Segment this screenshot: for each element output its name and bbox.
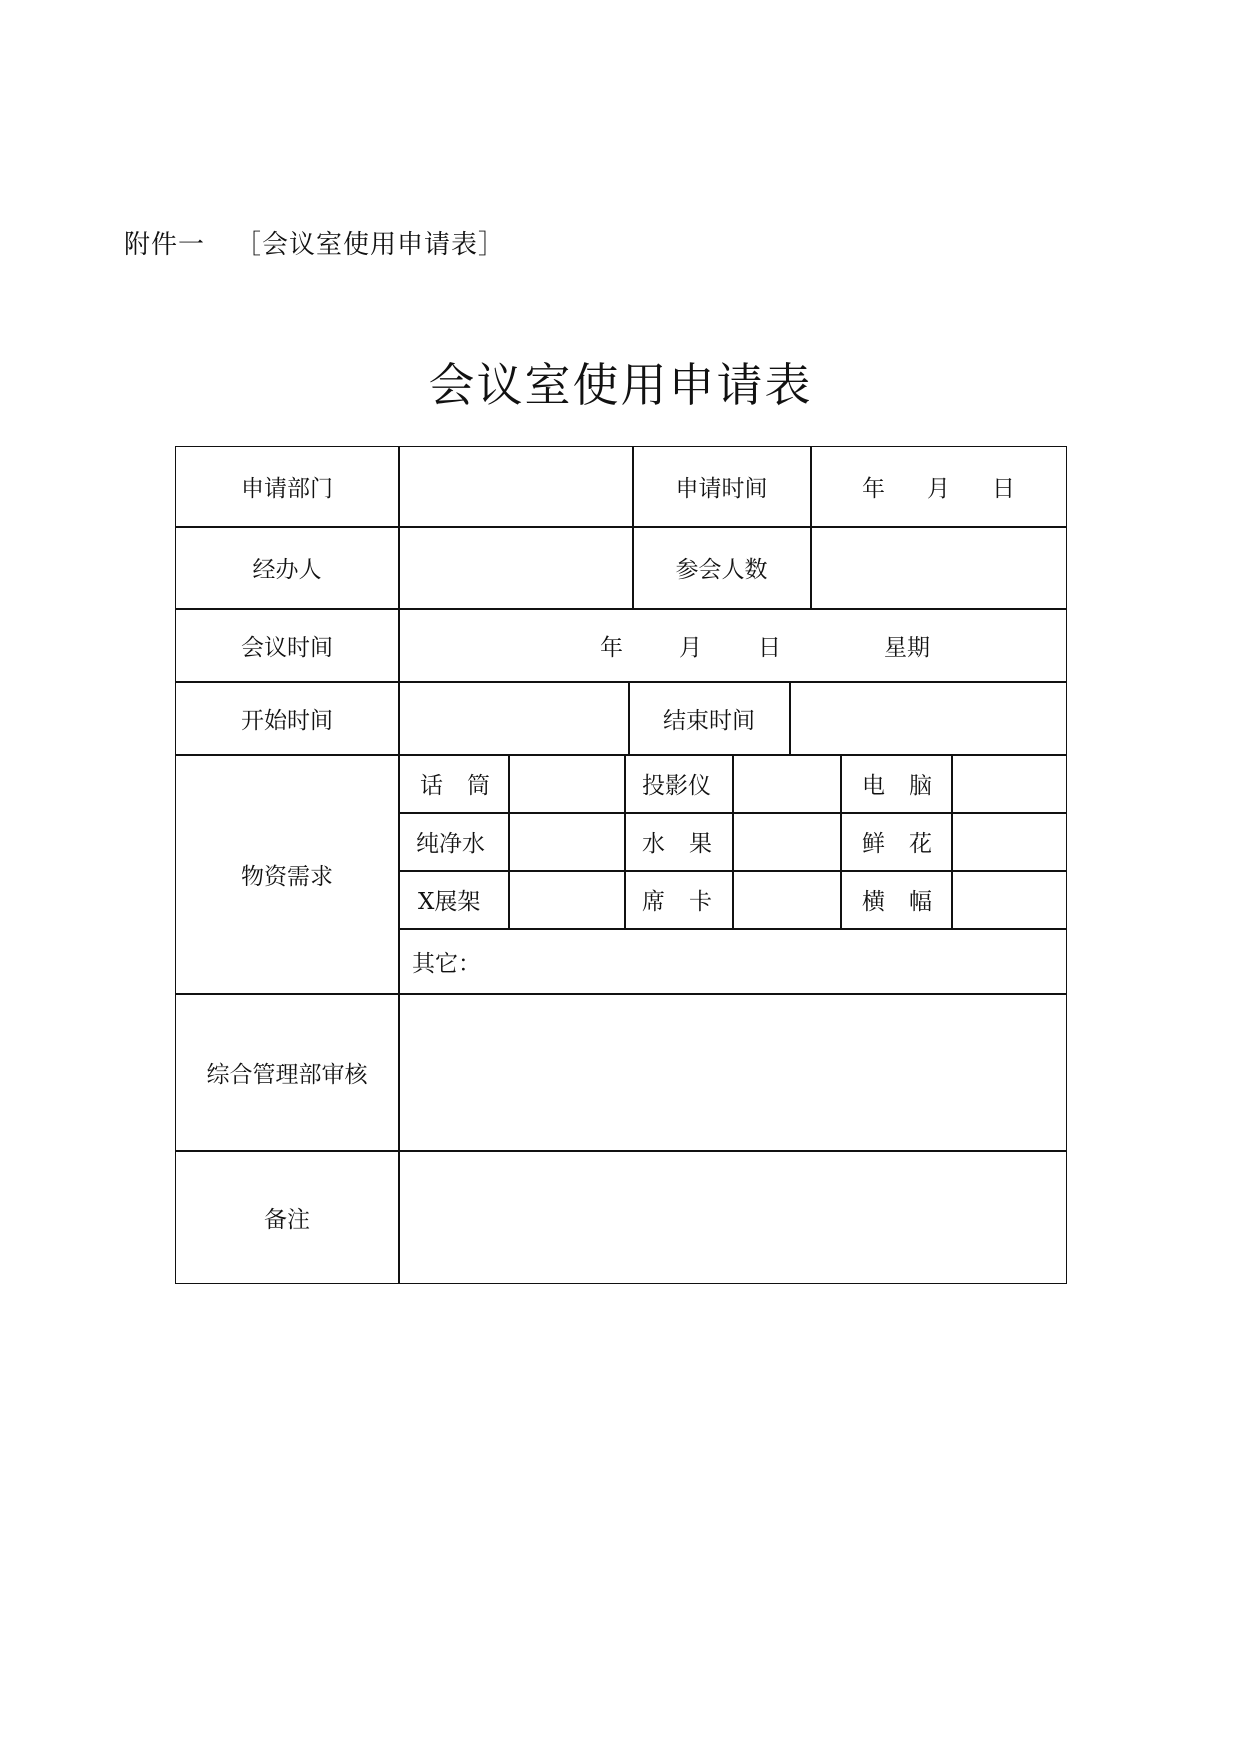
label-admin-review: 综合管理部审核 (206, 1061, 368, 1088)
label-attendee-count: 参会人数 (675, 557, 768, 583)
item-purified-water: 纯净水 (416, 831, 485, 857)
year-label: 年 (862, 476, 885, 502)
admin-review-field[interactable] (399, 994, 1066, 1150)
item-banner: 横 幅 (862, 889, 932, 915)
day-label: 日 (758, 634, 781, 661)
item-projector: 投影仪 (642, 773, 711, 799)
attachment-prefix: 附件一 (124, 230, 206, 260)
computer-field[interactable] (952, 755, 1066, 812)
purified-water-field[interactable] (509, 813, 624, 870)
application-date-field[interactable] (811, 447, 1066, 526)
item-flowers: 鲜 花 (862, 831, 932, 857)
other-supplies-field[interactable] (412, 929, 1066, 993)
fruit-field[interactable] (733, 813, 840, 870)
label-end-time: 结束时间 (663, 707, 755, 734)
label-other: 其它： (412, 950, 481, 977)
attachment-heading (124, 224, 505, 261)
year-label: 年 (600, 634, 623, 661)
end-time-field[interactable] (790, 682, 1066, 754)
applying-department-field[interactable] (399, 447, 632, 526)
start-time-field[interactable] (399, 682, 628, 754)
label-application-time: 申请时间 (675, 476, 768, 502)
item-name-card: 席 卡 (642, 889, 712, 915)
handler-field[interactable] (399, 527, 632, 608)
attachment-name: ［会议室使用申请表］ (235, 230, 506, 260)
microphone-field[interactable] (509, 755, 624, 812)
item-computer: 电 脑 (862, 773, 932, 799)
page-title: 会议室使用申请表 (428, 358, 813, 412)
label-meeting-time: 会议时间 (241, 634, 333, 661)
label-applying-department: 申请部门 (241, 476, 333, 502)
projector-field[interactable] (733, 755, 840, 812)
item-microphone: 话 筒 (420, 773, 490, 799)
day-label: 日 (992, 476, 1015, 502)
flowers-field[interactable] (952, 813, 1066, 870)
banner-field[interactable] (952, 871, 1066, 928)
meeting-date-field[interactable] (399, 609, 1066, 681)
remarks-field[interactable] (399, 1151, 1066, 1283)
item-x-banner-stand: X展架 (418, 889, 481, 915)
column-divider (840, 754, 842, 929)
month-label: 月 (927, 476, 950, 502)
weekday-label: 星期 (884, 634, 930, 661)
label-handler: 经办人 (252, 557, 322, 583)
label-supplies: 物资需求 (241, 863, 333, 890)
application-form (175, 446, 1067, 1284)
label-remarks: 备注 (264, 1206, 310, 1233)
x-banner-stand-field[interactable] (509, 871, 624, 928)
month-label: 月 (679, 634, 702, 661)
attendee-count-field[interactable] (811, 527, 1066, 608)
column-divider (624, 754, 626, 929)
label-start-time: 开始时间 (241, 707, 333, 734)
name-card-field[interactable] (733, 871, 840, 928)
item-fruit: 水 果 (642, 831, 712, 857)
